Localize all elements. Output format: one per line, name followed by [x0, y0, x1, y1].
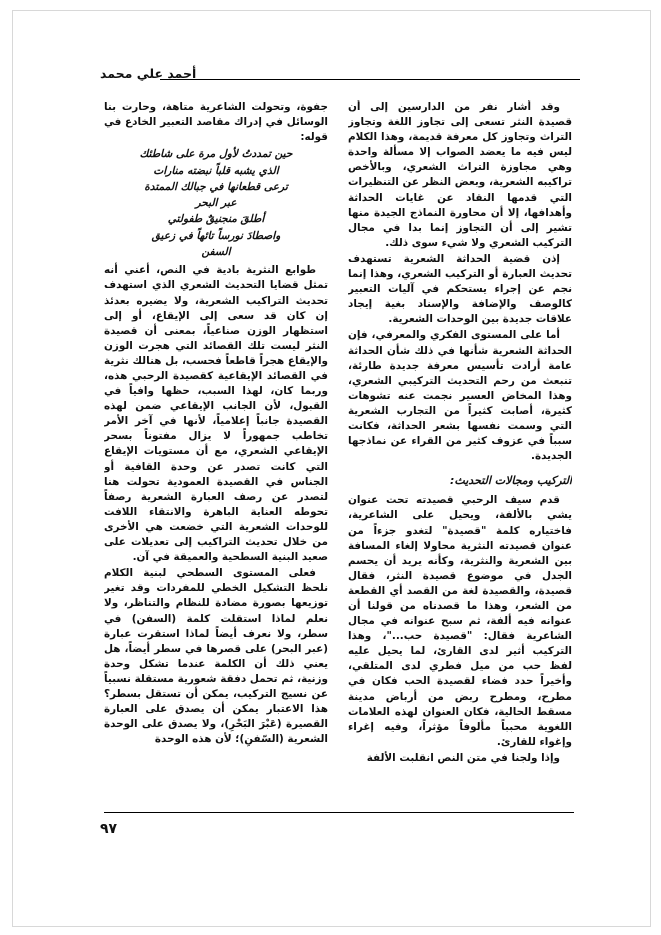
right-column — [348, 100, 572, 805]
poem-line: الذي يشبه قلباً نبضته منارات — [153, 164, 279, 177]
section-heading: التركيب ومجالات التحديث: — [450, 474, 572, 488]
poem-line: واصطادَ نورساً تائهاً في زعيق — [151, 229, 281, 242]
poem-quote — [104, 146, 328, 260]
paragraph: فعلى المستوى السطحي لبنية الكلام نلحظ التشكيل الخطي للمفردات وقد تغير توزيعها بصورة مضادة للنظام والتناظر، ولا نعلم لماذا استقلت كلمة (السفن) في سطر، ولا نعرف أيضاً لماذا استقرت عبارة (عبر البحر) على قصرها في سطر أيضاً، هل يعني ذلك أن الكلمة عندما تشكل وحدة وزنية، ثم تحمل دفقة شعورية مستقلة نسبياً عن نسيج التركيب، يمكن أن تستقل بسطر؟ هذا الاعتبار يمكن أن يصدق على العبارة القصيرة (عَبْرَ البَحْرِ)، ولا يصدق على الوحدة الشعرية (السّفنِ)؛ لأن هذه الوحدة — [104, 567, 328, 746]
paragraph: طوابع النثرية بادية في النص، أعني أنه تمثل قضايا التحديث الشعري الذي استهدف تحديث التراكيب الشعرية، ولا يضيره بعدئذ إن كان قد سعى إلى الإيقاع، أو إلى استظهار الوزن صناعياً، بمعنى أن قصيدة النثر ليست تلك القصائد التي هجرت الوزن والإيقاع هجراً قاطعاً فحسب، بل هنالك نثرية في القصائد الإيقاعية كقصيدة الرحبي هذه، وربما كان، لهذا السبب، حظها وافياً في القبول، لأن الجانب الإيقاعي ضمن لهذه القصيدة جانباً إعلامياً، لأنها في آخر الأمر تخاطب جمهوراً لا يزال مفتوناً بسحر الإيقاعي الشعري، مع أن مستويات الإيقاع التي كانت تصدر عن وحدة القافية أو الجناس في القصيدة العمودية تحولت هنا لتصدر عن رصف العبارة الشعرية رصفاً تحوطه العناية الباهرة والانتقاء اللافت للوحدات الشعرية التي خضعت هي الأخرى من خلال تحديث التراكيب إلى تعديلات على صعيد البنية السطحية والعميقة في آن. — [104, 264, 328, 564]
paragraph: أما على المستوى الفكري والمعرفي، فإن الحداثة الشعرية شأنها في ذلك شأن الحداثة عامة أرادت تأسيس معرفة جديدة طارئة، تنبعث من رحم التحديث التركيبي الشعري، وهذا المخاض العسير نجمت عنه تشوهات كثيرة، أصابت كثيراً من التجارب الشعرية التي وسمت نفسها بشعر الحداثة، فكانت سبباً في عزوف كثير من القراء عن نماذجها الجديدة. — [348, 329, 572, 463]
paragraph: وقد أشار نفر من الدارسين إلى أن قصيدة النثر تسعى إلى تجاوز اللغة وتجاوز التراث وتجاوز كل معرفة قديمة، وهذا الكلام ليس فيه ما يعضد الصواب إلا مسألة واحدة وهي مجاوزة التراث الشعري، وبالأخص تراكيبه الشعرية، وبعض النظر عن التنظيرات التي قدمها النقاد عن غايات الحداثة وأهدافها، إلا أن محاورة النماذج الجيدة منها تشير إلى أن التجاوز إنما بدا في مجال التركيب الشعري ولا شيء سوى ذلك. — [348, 101, 572, 249]
header-author: أحمد علي محمد — [100, 66, 197, 81]
paragraph: قدم سيف الرحبي قصيدته تحت عنوان يشي بالألفة، ويحيل على الشاعرية، فاختياره كلمة "قصيدة" لتغدو جزءاً من عنوان قصيدته النثرية محاولا إلغاء المسافة بين الشعرية والنثرية، وكأنه يريد أن يحسم الجدل في موضوع قصيدة النثر، فقال قصيدة، والقصيدة لغة من القصد أي القطعة من الشعر، وهذا ما قصدناه من قولنا أن عنوانه فيه ألفة، ثم سبح عنوانه في مجال الشاعرية فقال: "قصيدة حب..."، وهذا التركيب أثير لدى القارئ، لما يحيل عليه لفظ حب من ميل فطري لدى المتلقي، وأخيراً حدد فضاء لقصيدة الحب فكان في مطرح، ومطرح ربض من أرباض مدينة مسقط الحالية، فكان العنوان لهذه العلامات اللغوية محبباً مألوفاً مؤثراً، وفيه إغراء وإغواء للقارئ. — [348, 494, 572, 748]
poem-line: حين تمددتُ لأول مرة على شاطئك — [139, 148, 293, 161]
paragraph: إذن قضية الحداثة الشعرية تستهدف تحديث العبارة أو التركيب الشعري، وهذا إنما نجم عن إجراء يستحكم في آليات التعبير كالوصف والإضافة والإسناد بغية إيجاد علاقات جديدة بين الوحدات الشعرية. — [348, 252, 572, 326]
running-header — [100, 66, 580, 88]
poem-line: أطلقَ منجنيقٌ طفولتي — [167, 213, 265, 226]
page-number: ٩٧ — [100, 821, 118, 837]
header-rule — [160, 79, 580, 80]
left-column — [104, 100, 328, 805]
poem-line: عبر البحر — [195, 197, 237, 210]
paragraph: جفوة، وتحولت الشاعرية متاهة، وحارت بنا الوسائل في إدراك مقاصد التعبير الخادع في قوله: — [104, 101, 328, 144]
poem-line: السفن — [201, 246, 231, 259]
poem-line: ترعى قطعانها في جبالك الممتدة — [144, 180, 288, 193]
paragraph: وإذا ولجنا في متن النص انقلبت الألفة — [366, 751, 560, 764]
footer-rule — [104, 812, 574, 813]
